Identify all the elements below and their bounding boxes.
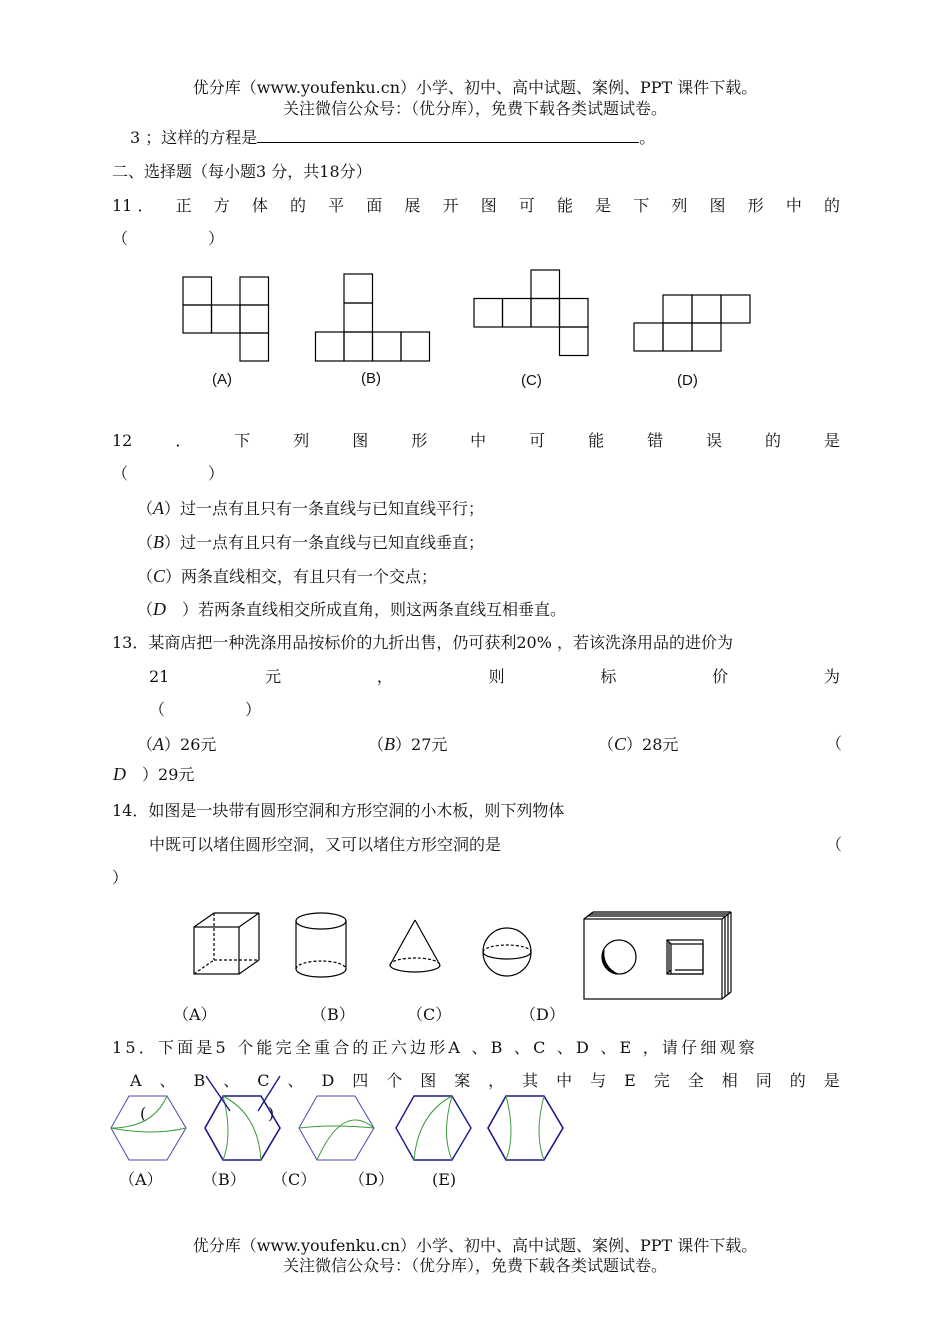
- header-line-2: 关注微信公众号：（优分库），免费下载各类试题试卷。: [282, 99, 667, 118]
- q15-part: E: [624, 1071, 636, 1090]
- option-text: 28元: [642, 735, 679, 754]
- hexagon-d: [396, 1096, 471, 1160]
- q14-label-a: （A）: [173, 1005, 217, 1024]
- q15-part: ，: [488, 1071, 505, 1090]
- option-letter: C: [153, 566, 166, 586]
- q11-char: 下: [633, 196, 650, 215]
- q15-part: B: [193, 1071, 206, 1090]
- q12-char: 误: [706, 431, 723, 450]
- q12-dot: ．: [175, 431, 192, 450]
- q15-label-b: （B）: [202, 1170, 246, 1189]
- q11-number: 11 ．: [112, 196, 154, 215]
- q11-label-b: (B): [361, 370, 381, 387]
- q11-char: 展: [404, 196, 421, 215]
- q12-char: 是: [823, 431, 840, 450]
- q13-line-1: 13．某商店把一种洗涤用品按标价的九折出售，仍可获利20% ，若该洗涤用品的进价为: [112, 633, 734, 652]
- q11-char: 图: [709, 196, 726, 215]
- q13-part: 价: [712, 667, 729, 686]
- q15-part: 个: [386, 1071, 403, 1090]
- answer-blank[interactable]: [257, 128, 639, 143]
- cube-net-a: [183, 277, 269, 361]
- q11-char: 的: [290, 196, 307, 215]
- q13-option-a: （A）26元: [137, 734, 217, 754]
- q11-char: 可: [518, 196, 535, 215]
- q12-char: 的: [765, 431, 782, 450]
- q14-line-2: 中既可以堵住圆形空洞，又可以堵住方形空洞的是: [149, 835, 502, 854]
- q11-char: 图: [480, 196, 497, 215]
- hexagon-e: [488, 1096, 563, 1160]
- q11-label-a: (A): [212, 371, 232, 388]
- q13-part: 21: [149, 667, 170, 686]
- q14-paren-close: ）: [112, 868, 129, 887]
- q13-part: ，: [376, 667, 393, 686]
- footer-line-2: 关注微信公众号：（优分库），免费下载各类试题试卷。: [282, 1256, 667, 1275]
- q15-stray-paren-close: ): [268, 1104, 275, 1123]
- q11-char: 形: [747, 196, 764, 215]
- q12-char: 中: [470, 431, 487, 450]
- hexagon-b: [205, 1076, 280, 1160]
- q15-part: 全: [687, 1071, 704, 1090]
- q15-part: 、: [159, 1071, 176, 1090]
- option-text: 29元: [158, 765, 195, 784]
- board-figure: [584, 912, 731, 999]
- q15-part: 同: [755, 1071, 772, 1090]
- q15-stray-paren-open: (: [140, 1104, 147, 1123]
- q12-char: 可: [529, 431, 546, 450]
- q12-option-a: （A）过一点有且只有一条直线与已知直线平行；: [137, 498, 485, 518]
- q13-option-d: [113, 763, 194, 786]
- q15-part: 的: [789, 1071, 806, 1090]
- q15-label-e: (E): [432, 1170, 457, 1189]
- q14-figures: [190, 902, 750, 1002]
- section-title: 二、选择题（每小题3 分，共18分）: [112, 162, 372, 181]
- option-text: 若两条直线相交所成直角，则这两条直线互相垂直。: [198, 600, 567, 619]
- q13-option-d-open: （: [826, 734, 843, 753]
- option-text: 过一点有且只有一条直线与已知直线平行；: [180, 499, 485, 518]
- q11-char: 面: [366, 196, 383, 215]
- q11-char: 中: [785, 196, 802, 215]
- q10-tail: [130, 127, 655, 149]
- q10-tail-prefix: 3 ；这样的方程是: [130, 128, 258, 147]
- cylinder-figure: [296, 913, 346, 977]
- q15-part: A: [130, 1071, 142, 1090]
- q14-label-b: （B）: [311, 1005, 355, 1024]
- q12-char: 能: [588, 431, 605, 450]
- q13-option-b: （B）27元: [368, 734, 448, 754]
- q11-line: [112, 195, 840, 217]
- q15-label-c: （C）: [272, 1170, 317, 1189]
- q12-char: 形: [411, 431, 428, 450]
- cube-net-c: [474, 270, 588, 356]
- q15-part: 完: [653, 1071, 670, 1090]
- q15-part: 四: [352, 1071, 369, 1090]
- q11-cube-nets: [180, 268, 780, 368]
- q12-number: 12: [112, 431, 133, 450]
- q13-line-2: [149, 666, 840, 688]
- q14-label-c: （C）: [407, 1005, 452, 1024]
- q12-char: 下: [234, 431, 251, 450]
- q11-paren: （ ）: [112, 229, 225, 248]
- option-letter: A: [153, 498, 165, 518]
- q13-part: 则: [488, 667, 505, 686]
- q15-part: D: [321, 1071, 335, 1090]
- q11-char: 正: [175, 196, 192, 215]
- q12-option-d: （D ）若两条直线相交所成直角，则这两条直线互相垂直。: [137, 599, 567, 619]
- q15-label-a: （A）: [119, 1170, 163, 1189]
- header-line-1: 优分库（www.youfenku.cn）小学、初中、高中试题、案例、PPT 课件下载。: [192, 78, 758, 97]
- q15-part: 图: [420, 1071, 437, 1090]
- q15-part: 其: [522, 1071, 539, 1090]
- q13-option-c: （C）28元: [598, 734, 679, 754]
- option-text: 27元: [411, 735, 448, 754]
- q11-char: 能: [556, 196, 573, 215]
- option-text: 26元: [180, 735, 217, 754]
- q11-char: 的: [823, 196, 840, 215]
- q11-label-d: (D): [677, 372, 698, 389]
- cube-net-d: [634, 295, 750, 351]
- q12-char: 错: [647, 431, 664, 450]
- q15-part: 、: [287, 1071, 304, 1090]
- q12-option-c: （C）两条直线相交，有且只有一个交点；: [137, 566, 438, 586]
- q15-part: C: [257, 1071, 270, 1090]
- q13-option-d-close: ）: [142, 765, 159, 784]
- option-letter: D: [153, 599, 167, 619]
- q11-char: 方: [213, 196, 230, 215]
- q13-part: 元: [265, 667, 282, 686]
- q12-char: 列: [293, 431, 310, 450]
- footer-line-1: 优分库（www.youfenku.cn）小学、初中、高中试题、案例、PPT 课件下载。: [192, 1236, 758, 1255]
- q15-part: 是: [823, 1071, 840, 1090]
- q13-paren: （ ）: [149, 700, 262, 719]
- hexagon-a: [111, 1096, 186, 1160]
- q15-part: 、: [223, 1071, 240, 1090]
- q14-label-d: （D）: [520, 1005, 565, 1024]
- option-letter: B: [153, 532, 165, 552]
- q15-line-1: 15．下面是5 个能完全重合的正六边形A 、B 、C 、D 、E ，请仔细观察: [112, 1038, 758, 1057]
- cube-figure: [194, 913, 259, 974]
- option-text: 过一点有且只有一条直线与已知直线垂直；: [180, 533, 485, 552]
- q15-part: 与: [590, 1071, 607, 1090]
- q11-label-c: (C): [521, 372, 542, 389]
- q10-tail-suffix: 。: [639, 128, 656, 147]
- q15-hexagons: [108, 1054, 578, 1134]
- q14-line-1: 14．如图是一块带有圆形空洞和方形空洞的小木板，则下列物体: [112, 801, 565, 820]
- q11-char: 开: [442, 196, 459, 215]
- q12-paren: （ ）: [112, 464, 225, 483]
- q12-option-b: （B）过一点有且只有一条直线与已知直线垂直；: [137, 532, 485, 552]
- option-letter: B: [384, 734, 396, 754]
- q14-paren-open: （: [826, 835, 843, 854]
- q13-part: 标: [600, 667, 617, 686]
- q11-char: 平: [328, 196, 345, 215]
- option-letter: C: [614, 734, 627, 754]
- q11-char: 体: [251, 196, 268, 215]
- option-text: 两条直线相交，有且只有一个交点；: [181, 567, 438, 586]
- cube-net-b: [316, 274, 430, 361]
- q11-char: 列: [671, 196, 688, 215]
- option-letter: A: [153, 734, 165, 754]
- cone-figure: [390, 920, 440, 972]
- q12-char: 图: [352, 431, 369, 450]
- sphere-figure: [483, 928, 531, 976]
- option-letter: D: [113, 764, 126, 784]
- q15-part: 相: [721, 1071, 738, 1090]
- q12-line: [112, 430, 840, 452]
- q11-char: 是: [595, 196, 612, 215]
- q15-label-d: （D）: [349, 1170, 394, 1189]
- q13-part: 为: [823, 667, 840, 686]
- q15-part: 案: [454, 1071, 471, 1090]
- hexagon-c: [299, 1096, 374, 1160]
- q15-part: 中: [556, 1071, 573, 1090]
